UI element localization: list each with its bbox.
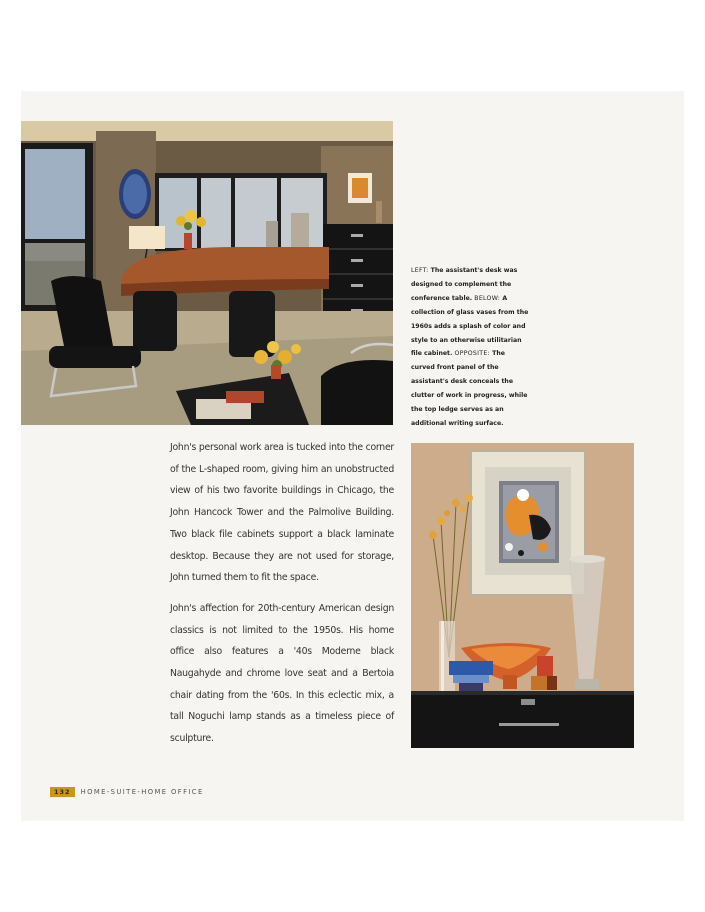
caption-left-text: The assistant's desk was designed to complement the conference table.: [411, 267, 518, 302]
page-number: 132: [50, 787, 75, 797]
vase-collection-photo: [411, 443, 634, 748]
article-body: [170, 437, 394, 750]
vase-collection-illustration: [411, 443, 634, 748]
caption-opposite-label: OPPOSITE:: [454, 350, 490, 358]
caption-left-label: LEFT:: [411, 267, 429, 274]
office-interior-photo: [21, 121, 393, 425]
body-paragraph-2: John's affection for 20th-century American design classics is not limited to the 1950s. His home office also features a '40s Moderne black Naugahyde and chrome love seat and a Bertoia chair dating from the '60s. In this eclectic mix, a tall Noguchi lamp stands as a timeless piece of sculpture.: [170, 602, 394, 745]
page-footer: [50, 787, 204, 797]
caption-below-text: A collection of glass vases from the 1960s adds a splash of color and style to an otherwise utilitarian file cabinet.: [411, 294, 529, 358]
caption-opposite-text: The curved front panel of the assistant's desk conceals the clutter of work in progress, while the top ledge serves as an additional writing surface.: [411, 350, 528, 427]
caption-below-label: BELOW:: [474, 294, 501, 302]
photo-caption: [411, 264, 529, 431]
body-paragraph-1: John's personal work area is tucked into the corner of the L-shaped room, giving him an unobstructed view of his two favorite buildings in Chicago, the John Hancock Tower and the Palmolive Building. Two black file cabinets support a black laminate desktop. Because they are not used for storage, John turned them to fit the space.: [170, 442, 394, 584]
section-title: HOME-SUITE-HOME OFFICE: [80, 788, 204, 796]
office-interior-illustration: [21, 121, 393, 425]
